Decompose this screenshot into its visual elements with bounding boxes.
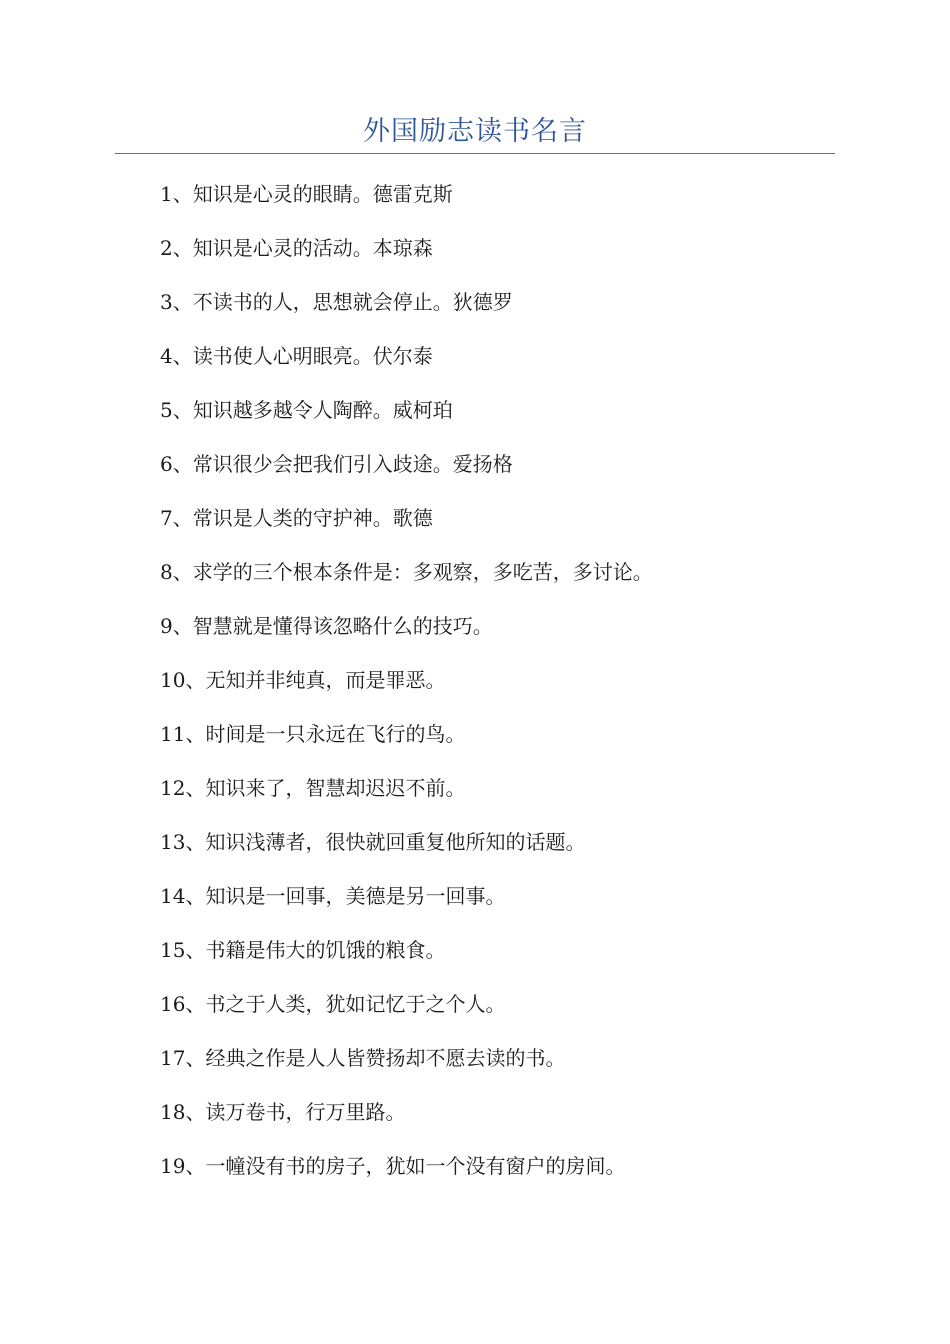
quote-item: 1、知识是心灵的眼睛。德雷克斯 xyxy=(160,182,453,206)
document-title: 外国励志读书名言 xyxy=(363,116,587,147)
quote-item: 2、知识是心灵的活动。本琼森 xyxy=(160,236,433,260)
quote-item: 13、知识浅薄者，很快就回重复他所知的话题。 xyxy=(160,830,586,854)
quote-item: 3、不读书的人，思想就会停止。狄德罗 xyxy=(160,290,513,314)
quote-item: 7、常识是人类的守护神。歌德 xyxy=(160,506,433,530)
quote-item: 8、求学的三个根本条件是：多观察，多吃苦，多讨论。 xyxy=(160,560,653,584)
quote-item: 12、知识来了，智慧却迟迟不前。 xyxy=(160,776,466,800)
quote-item: 17、经典之作是人人皆赞扬却不愿去读的书。 xyxy=(160,1046,566,1070)
quote-list xyxy=(160,176,840,1202)
quote-item: 5、知识越多越令人陶醉。威柯珀 xyxy=(160,398,453,422)
quote-item: 4、读书使人心明眼亮。伏尔泰 xyxy=(160,344,433,368)
quote-item: 11、时间是一只永远在飞行的鸟。 xyxy=(160,722,466,746)
quote-item: 18、读万卷书，行万里路。 xyxy=(160,1100,406,1124)
quote-item: 15、书籍是伟大的饥饿的粮食。 xyxy=(160,938,446,962)
quote-item: 14、知识是一回事，美德是另一回事。 xyxy=(160,884,506,908)
quote-item: 9、智慧就是懂得该忽略什么的技巧。 xyxy=(160,614,493,638)
quote-item: 19、一幢没有书的房子，犹如一个没有窗户的房间。 xyxy=(160,1154,626,1178)
quote-item: 10、无知并非纯真，而是罪恶。 xyxy=(160,668,446,692)
quote-item: 6、常识很少会把我们引入歧途。爱扬格 xyxy=(160,452,513,476)
title-underline xyxy=(115,153,835,154)
quote-item: 16、书之于人类，犹如记忆于之个人。 xyxy=(160,992,506,1016)
